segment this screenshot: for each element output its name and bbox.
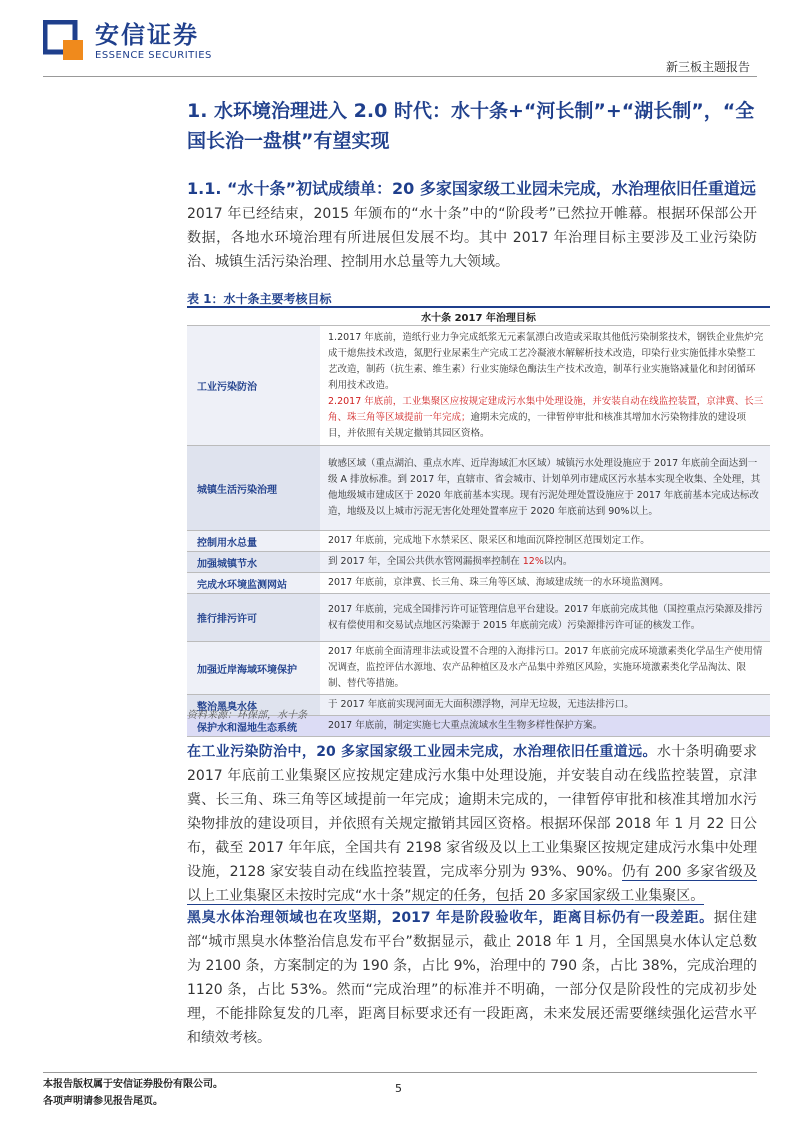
table-source: 资料来源：环保部，水十条	[187, 710, 307, 721]
footer-disclaimer	[43, 1076, 223, 1110]
table-row-category: 城镇生活污染治理	[187, 446, 320, 531]
targets-table	[187, 308, 770, 737]
row-text-highlight: 12%	[522, 556, 544, 567]
table-row-category: 保护水和湿地生态系统	[187, 716, 320, 737]
copyright-notice: 本报告版权属于安信证券股份有限公司。	[43, 1079, 223, 1090]
table-row-text: 2017 年底前全面清理非法或设置不合理的入海排污口。2017 年底前完成环境激素类化学品生产使用情况调查，监控评估水源地、农产品种植区及水产品集中养殖区风险，实施环境激素类化学品淘汰、限制、替代等措施。	[320, 642, 770, 695]
table-row-category: 加强城镇节水	[187, 552, 320, 573]
paragraph-body: 据住建部“城市黑臭水体整治信息发布平台”数据显示，截止 2018 年 1 月，全国黑臭水体认定总数为 2100 条，方案制定的为 190 条，占比 9%，治理中的 790 条，占比 38%，完成治理的 1120 条，占比 53%。然而“完成治理”的标准并不明确，一部分仅是阶段性的完成初步处理，不能排除复发的几率，距离目标要求还有一段距离，未来发展还需要继续强化运营水平和绩效考核。	[187, 910, 757, 1046]
table-row-text: 2017 年底前，完成全国排污许可证管理信息平台建设。2017 年底前完成其他（国控重点污染源及排污权有偿使用和交易试点地区污染源于 2015 年底前完成）污染源排污许可证的核发工作。	[320, 594, 770, 642]
table-row-category: 控制用水总量	[187, 531, 320, 552]
table-header: 水十条 2017 年治理目标	[187, 308, 770, 326]
table-row-text: 2017 年底前，京津冀、长三角、珠三角等区域、海域建成统一的水环境监测网。	[320, 573, 770, 594]
table-row	[187, 531, 770, 552]
row-text-part: 逾期未完成的，一律暂停审批和核准其增加水污染物排放的建设项目，并依照有关规定撤销其园区资格。	[328, 411, 747, 439]
table-caption: 表 1：水十条主要考核目标	[187, 292, 332, 306]
company-logo	[43, 20, 212, 62]
table-row-text: 2017 年底前，完成地下水禁采区、限采区和地面沉降控制区范围划定工作。	[320, 531, 770, 552]
paragraph-lead: 黑臭水体治理领域也在攻坚期，2017 年是阶段验收年，距离目标仍有一段差距。	[187, 910, 714, 926]
table-row	[187, 594, 770, 642]
paragraph-highlight: 仍有 200 多家省级及以上工业集聚区未按时完成“水十条”规定的任务，包括 20 多家国家级工业集聚区。	[187, 864, 758, 904]
logo-mark-icon	[43, 20, 85, 62]
table-row	[187, 642, 770, 695]
table-row-category: 完成水环境监测网站	[187, 573, 320, 594]
row-text-part: 以内。	[543, 556, 573, 567]
row-text-highlight: 2.2017 年底前，工业集聚区应按规定建成污水集中处理设施，并安装自动在线监控装置，京津冀、长三角、珠三角等区域提前一年完成；	[328, 395, 764, 423]
row-text-part: 到 2017 年，全国公共供水管网漏损率控制在	[328, 556, 523, 567]
table-row	[187, 573, 770, 594]
paragraph-body: 水十条明确要求 2017 年底前工业集聚区应按规定建成污水集中处理设施，并安装自动在线监控装置，京津冀、长三角、珠三角等区域提前一年完成；逾期未完成的，一律暂停审批和核准其增加水污染物排放的建设项目，并依照有关规定撤销其园区资格。根据环保部 2018 年 1 月 22 日公布，截至 2017 年年底，全国共有 2198 家省级及以上工业集聚区按规定建成污水集中处理设施，2128 家安装自动在线监控装置，完成率分别为 93%、90%。	[187, 744, 757, 880]
row-text-part: 1.2017 年底前，造纸行业力争完成纸浆无元素氯漂白改造或采取其他低污染制浆技术，钢铁企业焦炉完成干熄焦技术改造，氮肥行业尿素生产完成工艺冷凝液水解解析技术改造，印染行业实施低排水染整工艺改造，制药（抗生素、维生素）行业实施绿色酶法生产技术改造，制革行业实施铬减量化和封闭循环利用技术改造。	[328, 331, 764, 391]
table-row-category: 推行排污许可	[187, 594, 320, 642]
company-name-en: ESSENCE SECURITIES	[95, 49, 212, 61]
table-row-text: 于 2017 年底前实现河面无大面积漂浮物，河岸无垃圾，无违法排污口。	[320, 695, 770, 716]
intro-paragraph: 2017 年已经结束，2015 年颁布的“水十条”中的“阶段考”已然拉开帷幕。根据环保部公开数据，各地水环境治理有所进展但发展不均。其中 2017 年治理目标主要涉及工业污染防治、城镇生活污染治理、控制用水总量等九大领域。	[187, 206, 757, 270]
company-name-cn: 安信证券	[95, 20, 199, 49]
table-row-category: 加强近岸海域环境保护	[187, 642, 320, 695]
table-row-text: 2017 年底前，制定实施七大重点流域水生生物多样性保护方案。	[320, 716, 770, 737]
page-header	[0, 0, 800, 80]
industrial-paragraph	[187, 740, 757, 908]
table-row-text: 敏感区域（重点湖泊、重点水库、近岸海域汇水区域）城镇污水处理设施应于 2017 年底前全面达到一级 A 排放标准。到 2017 年，直辖市、省会城市、计划单列市建成区污水基本实现全收集、全处理，其他地级城市建成区于 2020 年底前基本实现。现有污泥处理处置设施应于 2017 年底前基本完成达标改造，地级及以上城市污泥无害化处理处置率应于 2020 年底前达到 90%以上。	[320, 446, 770, 531]
header-divider	[43, 76, 757, 77]
document-type: 新三板主题报告	[665, 60, 750, 74]
table-row	[187, 326, 770, 446]
section-1-title: 1. 水环境治理进入 2.0 时代：水十条+“河长制”+“湖长制”，“全国长治一盘棋”有望实现	[187, 100, 755, 152]
table-row	[187, 446, 770, 531]
table-row-category: 整治黑臭水体	[187, 695, 320, 716]
section-1-1-title: 1.1. “水十条”初试成绩单：20 多家国家级工业园未完成，水治理依旧任重道远	[187, 179, 756, 198]
table-row-text	[320, 326, 770, 446]
page-number: 5	[395, 1082, 402, 1095]
black-water-paragraph	[187, 906, 757, 1050]
footer-divider	[43, 1072, 757, 1073]
table-row-text	[320, 552, 770, 573]
disclaimer-note: 各项声明请参见报告尾页。	[43, 1096, 163, 1107]
paragraph-lead: 在工业污染防治中，20 多家国家级工业园未完成，水治理依旧任重道远。	[187, 744, 657, 760]
table-row-category: 工业污染防治	[187, 326, 320, 446]
table-row	[187, 552, 770, 573]
